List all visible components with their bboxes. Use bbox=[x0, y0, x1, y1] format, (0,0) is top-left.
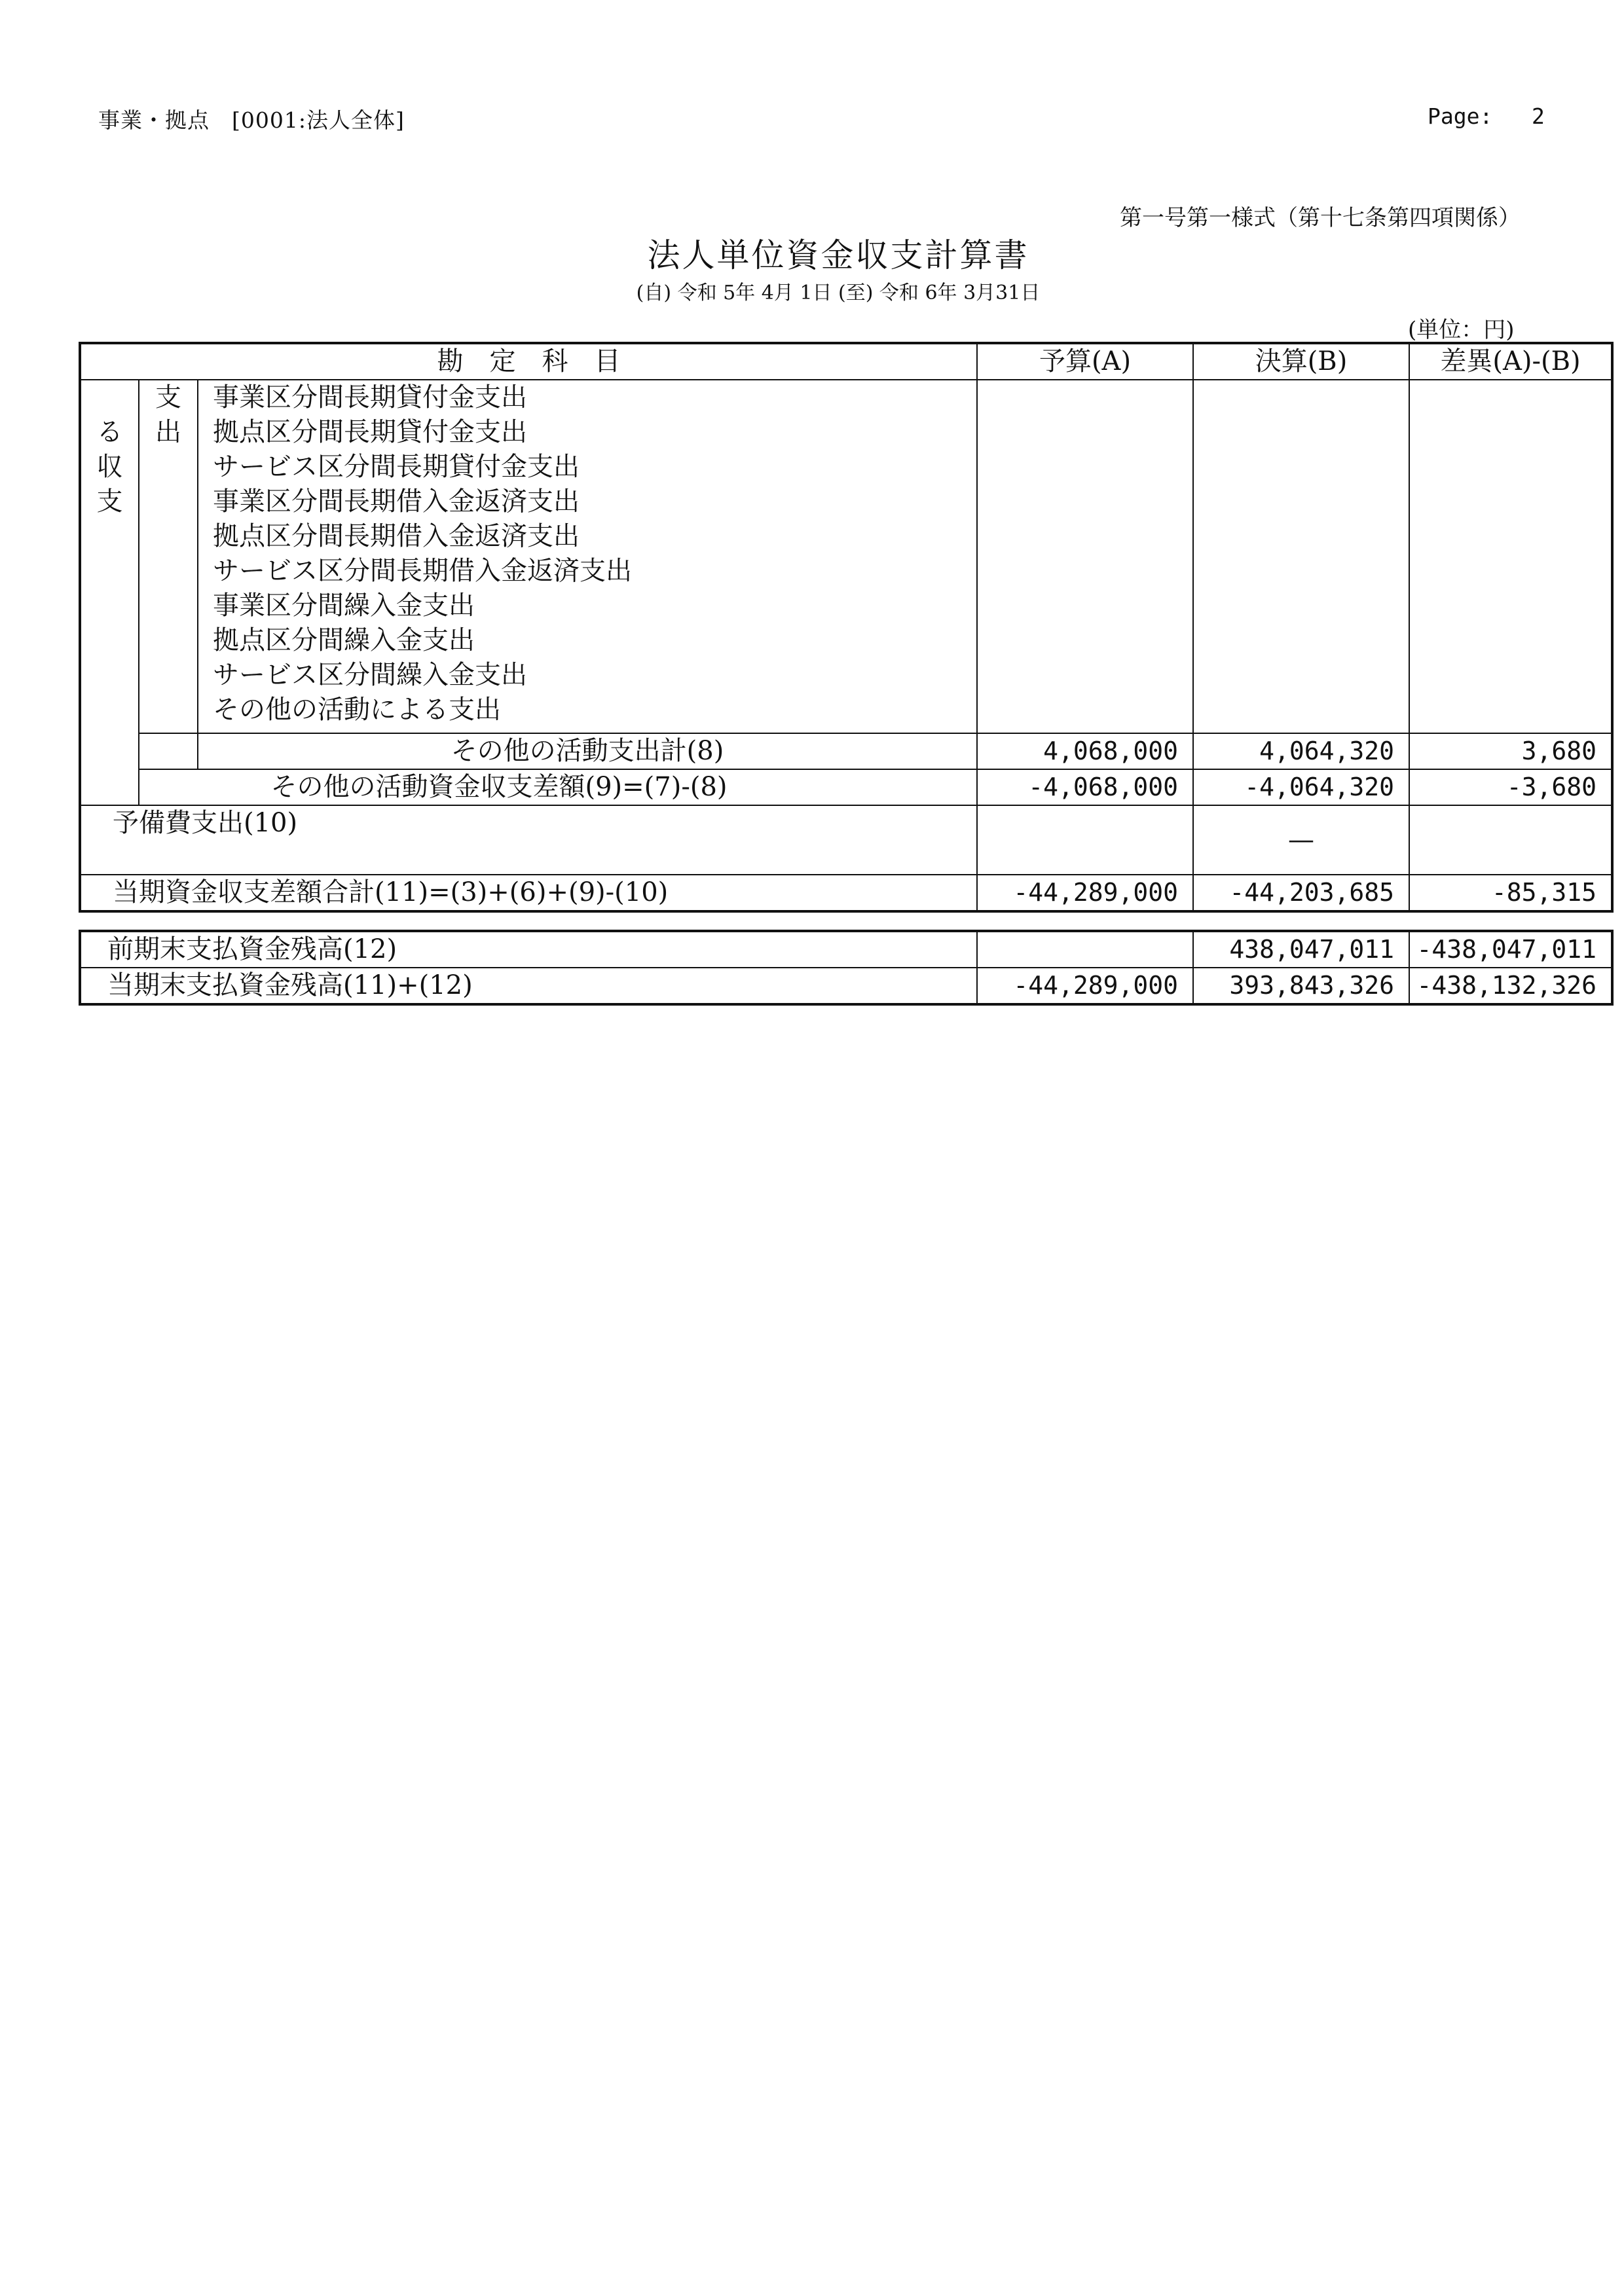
section-outer-label bbox=[80, 380, 139, 769]
expense-detail-row bbox=[80, 380, 1612, 733]
outer-char: 支 bbox=[96, 486, 123, 517]
table-row bbox=[80, 805, 1612, 875]
col-header-budget: 予算(A) bbox=[977, 343, 1193, 380]
row-label: その他の活動資金収支差額(9)=(7)-(8) bbox=[139, 769, 977, 805]
list-item: 事業区分間長期借入金返済支出 bbox=[213, 486, 580, 517]
row-label: 当期資金収支差額合計(11)=(3)+(6)+(9)-(10) bbox=[80, 875, 977, 911]
diff-value: -438,132,326 bbox=[1409, 968, 1612, 1004]
fiscal-period: (自) 令和 5年 4月 1日 (至) 令和 6年 3月31日 bbox=[636, 282, 1041, 304]
table-row bbox=[80, 875, 1612, 911]
inner-spacer bbox=[139, 733, 198, 769]
actual-value: -44,203,685 bbox=[1193, 875, 1409, 911]
actual-value: — bbox=[1193, 805, 1409, 875]
table-row bbox=[80, 769, 1612, 805]
list-item: 拠点区分間長期借入金返済支出 bbox=[213, 521, 580, 551]
diff-value: -438,047,011 bbox=[1409, 931, 1612, 968]
diff-value bbox=[1409, 805, 1612, 875]
diff-value: -3,680 bbox=[1409, 769, 1612, 805]
budget-value: 4,068,000 bbox=[977, 733, 1193, 769]
table-row bbox=[80, 733, 1612, 769]
page-number: 2 bbox=[1531, 103, 1545, 129]
table-row bbox=[80, 968, 1612, 1004]
list-item: その他の活動による支出 bbox=[213, 695, 501, 725]
page-label: Page: bbox=[1428, 103, 1493, 129]
row-label: 前期末支払資金残高(12) bbox=[80, 931, 977, 968]
col-header-item: 勘 定 科 目 bbox=[80, 343, 977, 380]
page-indicator bbox=[1428, 103, 1545, 129]
list-item: 拠点区分間繰入金支出 bbox=[213, 625, 475, 655]
list-item: 拠点区分間長期貸付金支出 bbox=[213, 417, 527, 447]
fund-statement-table bbox=[79, 342, 1614, 913]
outer-char: る bbox=[96, 417, 123, 447]
col-header-actual: 決算(B) bbox=[1193, 343, 1409, 380]
row-label: 当期末支払資金残高(11)+(12) bbox=[80, 968, 977, 1004]
list-item: サービス区分間長期貸付金支出 bbox=[213, 452, 580, 482]
outer-spacer bbox=[80, 769, 139, 805]
row-label: 予備費支出(10) bbox=[80, 805, 977, 875]
diff-cell bbox=[1409, 380, 1612, 733]
unit-label: (単位：円) bbox=[1408, 317, 1515, 343]
budget-value bbox=[977, 931, 1193, 968]
budget-cell bbox=[977, 380, 1193, 733]
actual-value: 438,047,011 bbox=[1193, 931, 1409, 968]
diff-value: -85,315 bbox=[1409, 875, 1612, 911]
list-item: サービス区分間長期借入金返済支出 bbox=[213, 556, 632, 586]
section-inner-label bbox=[139, 380, 198, 733]
list-item: 事業区分間繰入金支出 bbox=[213, 591, 475, 621]
actual-value: 393,843,326 bbox=[1193, 968, 1409, 1004]
budget-value bbox=[977, 805, 1193, 875]
outer-char: 収 bbox=[96, 452, 123, 482]
actual-value: 4,064,320 bbox=[1193, 733, 1409, 769]
actual-cell bbox=[1193, 380, 1409, 733]
list-item: サービス区分間繰入金支出 bbox=[213, 660, 527, 690]
row-label: その他の活動支出計(8) bbox=[198, 733, 977, 769]
inner-char: 出 bbox=[155, 417, 181, 447]
form-number: 第一号第一様式（第十七条第四項関係） bbox=[1120, 205, 1521, 231]
division-header: 事業・拠点 [0001:法人全体] bbox=[98, 107, 405, 133]
table-row bbox=[80, 931, 1612, 968]
col-header-diff: 差異(A)-(B) bbox=[1409, 343, 1612, 380]
budget-value: -44,289,000 bbox=[977, 875, 1193, 911]
expense-item-list bbox=[198, 380, 977, 733]
budget-value: -44,289,000 bbox=[977, 968, 1193, 1004]
actual-value: -4,064,320 bbox=[1193, 769, 1409, 805]
list-item: 事業区分間長期貸付金支出 bbox=[213, 382, 527, 412]
document-title: 法人単位資金収支計算書 bbox=[647, 236, 1029, 274]
balance-table bbox=[79, 930, 1614, 1006]
budget-value: -4,068,000 bbox=[977, 769, 1193, 805]
table-header-row bbox=[80, 343, 1612, 380]
diff-value: 3,680 bbox=[1409, 733, 1612, 769]
inner-char: 支 bbox=[155, 382, 181, 412]
